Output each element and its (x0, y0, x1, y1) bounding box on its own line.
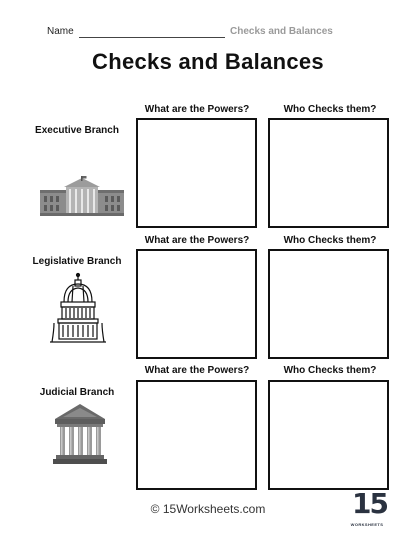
brand-logo (350, 487, 387, 531)
worksheet-subject: Checks and Balances (230, 26, 333, 37)
branch-label-executive: Executive Branch (35, 125, 119, 136)
copyright-symbol: © (150, 502, 160, 516)
column-header-checks: Who Checks them? (283, 235, 377, 246)
column-header-powers: What are the Powers? (144, 235, 250, 246)
branch-label-legislative: Legislative Branch (32, 256, 122, 267)
column-header-checks: Who Checks them? (283, 365, 377, 376)
judicial-checks-box[interactable] (268, 380, 389, 490)
footer-site[interactable]: 15Worksheets.com (162, 502, 266, 516)
branch-label-judicial: Judicial Branch (39, 387, 115, 398)
logo-number: 15 (352, 487, 387, 520)
name-underline[interactable] (79, 37, 225, 38)
white-house-icon (40, 176, 124, 216)
column-header-powers: What are the Powers? (144, 365, 250, 376)
column-header-checks: Who Checks them? (283, 104, 377, 115)
executive-checks-box[interactable] (268, 118, 389, 228)
column-header-powers: What are the Powers? (144, 104, 250, 115)
legislative-checks-box[interactable] (268, 249, 389, 359)
legislative-powers-box[interactable] (136, 249, 257, 359)
judicial-powers-box[interactable] (136, 380, 257, 490)
courthouse-icon (53, 403, 107, 465)
name-label: Name (47, 26, 74, 37)
capitol-icon (50, 272, 106, 344)
page-title: Checks and Balances (92, 49, 324, 74)
executive-powers-box[interactable] (136, 118, 257, 228)
logo-word: WORKSHEETS (350, 522, 384, 527)
